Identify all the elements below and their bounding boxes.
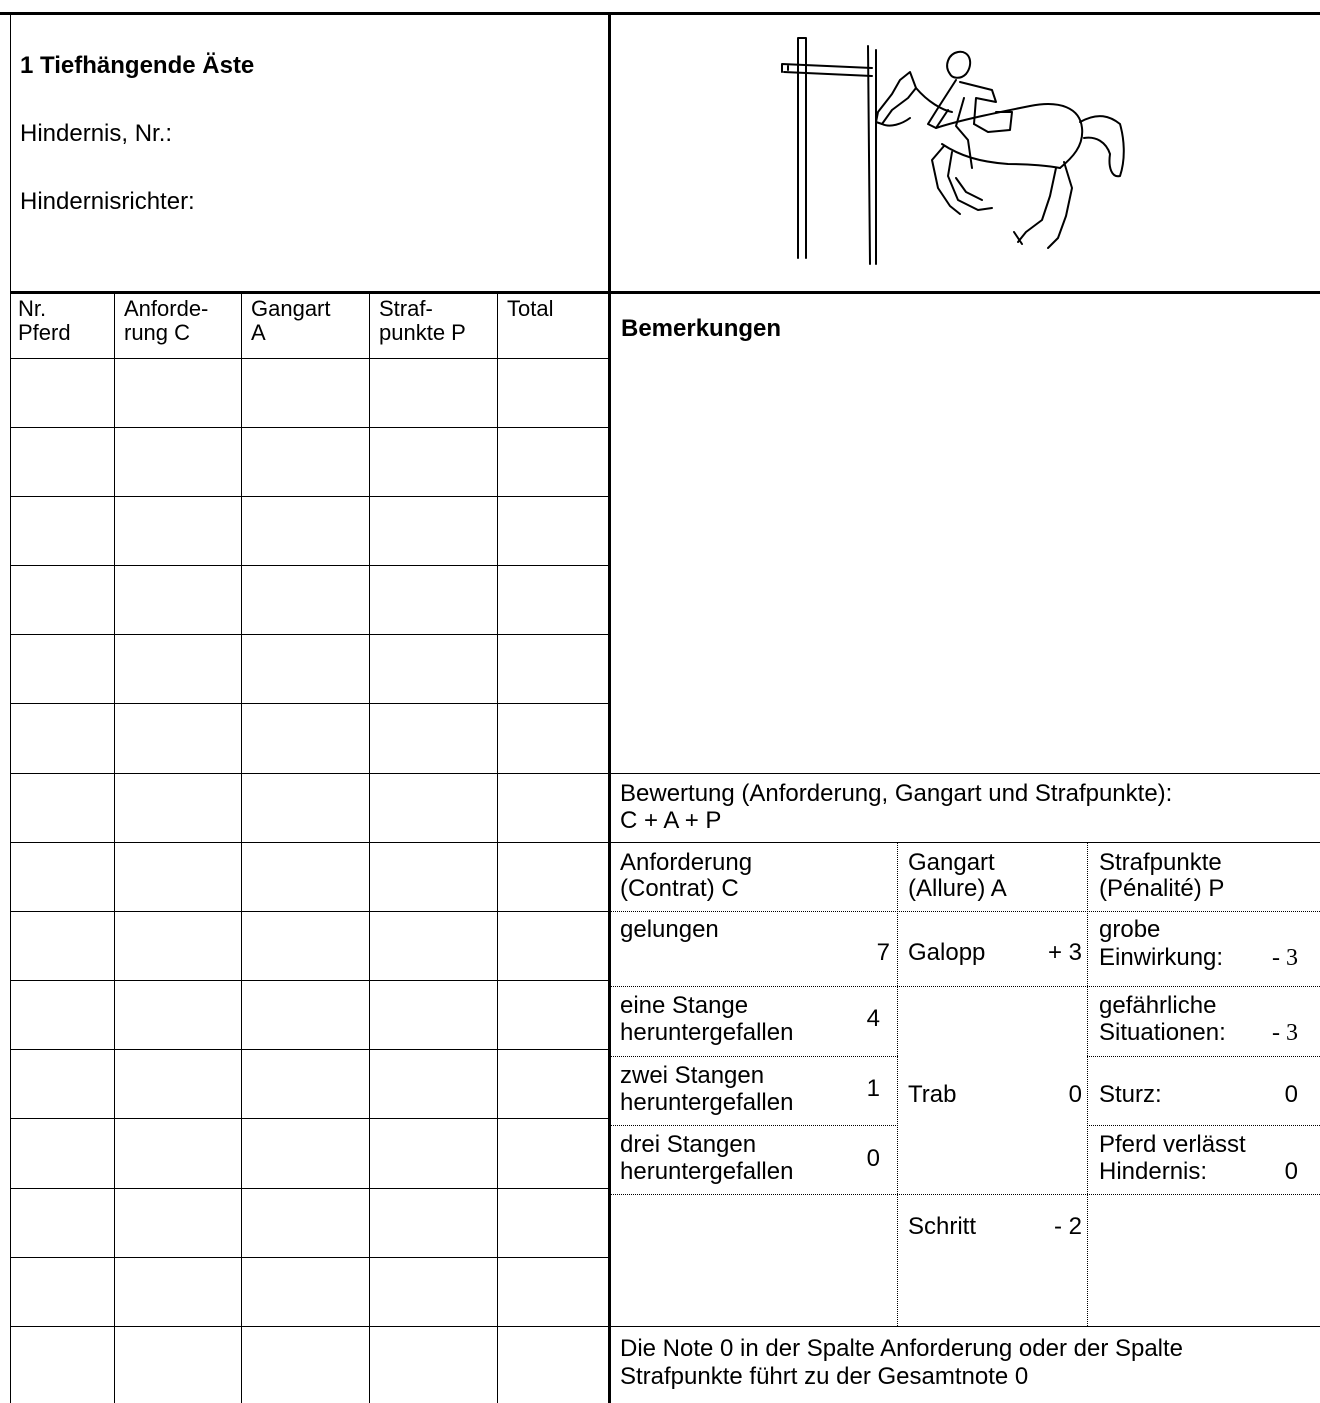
table-row-line bbox=[10, 1049, 608, 1050]
col-header-horse-no-line2: Pferd bbox=[18, 320, 71, 345]
zero-score-note-line1: Die Note 0 in der Spalte Anforderung oder der Spalte bbox=[620, 1335, 1184, 1362]
zero-score-note-line2: Strafpunkte führt zu der Gesamtnote 0 bbox=[620, 1363, 1029, 1390]
col-header-penalty-line1: Straf- bbox=[379, 296, 433, 321]
table-row-line bbox=[10, 980, 608, 981]
penalty-item-value: - 3 bbox=[1272, 1020, 1298, 1046]
top-border bbox=[0, 12, 1320, 15]
contract-item-label: gelungen bbox=[620, 916, 719, 943]
table-row-line bbox=[10, 911, 608, 912]
gait-item-label: Galopp bbox=[908, 939, 986, 966]
legend-row-line bbox=[609, 986, 1320, 987]
gait-item-label: Schritt bbox=[908, 1213, 977, 1240]
col-divider-2 bbox=[241, 291, 242, 1403]
contract-item-label-line2: heruntergefallen bbox=[620, 1019, 794, 1046]
table-row-line bbox=[10, 634, 608, 635]
contract-item-value: 7 bbox=[876, 939, 890, 966]
table-row-line bbox=[10, 565, 608, 566]
gait-item-label: Trab bbox=[908, 1081, 957, 1108]
legend-header-contract-line1: Anforderung bbox=[620, 849, 753, 876]
penalty-item-value: 0 bbox=[1284, 1158, 1298, 1185]
table-row-line bbox=[10, 1257, 608, 1258]
contract-item-value: 1 bbox=[866, 1075, 880, 1102]
table-row-line bbox=[10, 427, 608, 428]
gait-item-value: 0 bbox=[1068, 1081, 1082, 1108]
col-header-contract-line1: Anforde- bbox=[124, 296, 209, 321]
horse-jumping-under-poles-icon bbox=[760, 28, 1180, 268]
contract-item-label-line2: heruntergefallen bbox=[620, 1089, 794, 1116]
obstacle-number-label: Hindernis, Nr.: bbox=[20, 120, 173, 147]
left-border bbox=[10, 12, 11, 1403]
table-row-line bbox=[10, 703, 608, 704]
legend-row-line bbox=[1087, 1056, 1320, 1057]
col-header-contract-line2: rung C bbox=[124, 320, 191, 345]
legend-row-line bbox=[609, 911, 1320, 912]
penalty-item-label-line2: Situationen: bbox=[1099, 1019, 1226, 1046]
penalty-item-label-line2: Hindernis: bbox=[1099, 1158, 1208, 1185]
gait-item-value: - 2 bbox=[1053, 1213, 1082, 1240]
contract-item-label: drei Stangen bbox=[620, 1131, 757, 1158]
penalty-item-label: Pferd verlässt bbox=[1099, 1131, 1246, 1158]
col-header-gait-line2: A bbox=[251, 320, 266, 345]
contract-item-label: eine Stange bbox=[620, 992, 749, 1019]
col-header-horse-no-line1: Nr. bbox=[18, 296, 47, 321]
legend-row-line bbox=[609, 1125, 898, 1126]
scoring-formula-line1: Bewertung (Anforderung, Gangart und Strafpunkte): bbox=[620, 780, 1173, 807]
table-row-line bbox=[10, 1188, 608, 1189]
header-bottom-border bbox=[10, 291, 1320, 294]
legend-header-penalty-line1: Strafpunkte bbox=[1099, 849, 1222, 876]
table-row-line bbox=[10, 496, 608, 497]
col-divider-3 bbox=[369, 291, 370, 1403]
col-divider-4 bbox=[497, 291, 498, 1403]
gait-item-value: + 3 bbox=[1047, 939, 1082, 966]
legend-divider-2 bbox=[1087, 842, 1088, 1326]
penalty-item-label: grobe bbox=[1099, 916, 1161, 943]
legend-header-gait-line1: Gangart bbox=[908, 849, 995, 876]
legend-row-line bbox=[609, 1056, 898, 1057]
scoring-formula-line2: C + A + P bbox=[620, 807, 722, 834]
col-header-gait-line1: Gangart bbox=[251, 296, 331, 321]
contract-item-label: zwei Stangen bbox=[620, 1062, 765, 1089]
legend-row-line bbox=[609, 1194, 1320, 1195]
penalty-item-value: - 3 bbox=[1272, 945, 1298, 971]
legend-header-gait-line2: (Allure) A bbox=[908, 875, 1007, 902]
form-title: 1 Tiefhängende Äste bbox=[20, 52, 255, 79]
remarks-title: Bemerkungen bbox=[621, 315, 782, 342]
col-header-total: Total bbox=[507, 296, 554, 321]
col-divider-1 bbox=[114, 291, 115, 1403]
contract-item-value: 0 bbox=[866, 1145, 880, 1172]
table-row-line bbox=[10, 358, 608, 359]
obstacle-judge-label: Hindernisrichter: bbox=[20, 188, 195, 215]
legend-header-contract-line2: (Contrat) C bbox=[620, 875, 739, 902]
legend-row-line bbox=[1087, 1125, 1320, 1126]
penalty-item-label: gefährliche bbox=[1099, 992, 1217, 1019]
legend-divider-1 bbox=[897, 842, 898, 1326]
table-row-line bbox=[10, 842, 1320, 843]
penalty-item-label: Sturz: bbox=[1099, 1081, 1162, 1108]
table-row-line bbox=[10, 1118, 608, 1119]
table-row-line bbox=[10, 773, 1320, 774]
contract-item-value: 4 bbox=[866, 1005, 880, 1032]
penalty-item-value: 0 bbox=[1284, 1081, 1298, 1108]
contract-item-label-line2: heruntergefallen bbox=[620, 1158, 794, 1185]
penalty-item-label-line2: Einwirkung: bbox=[1099, 944, 1224, 971]
table-row-line bbox=[10, 1326, 1320, 1327]
col-header-penalty-line2: punkte P bbox=[379, 320, 466, 345]
legend-header-penalty-line2: (Pénalité) P bbox=[1099, 875, 1225, 902]
